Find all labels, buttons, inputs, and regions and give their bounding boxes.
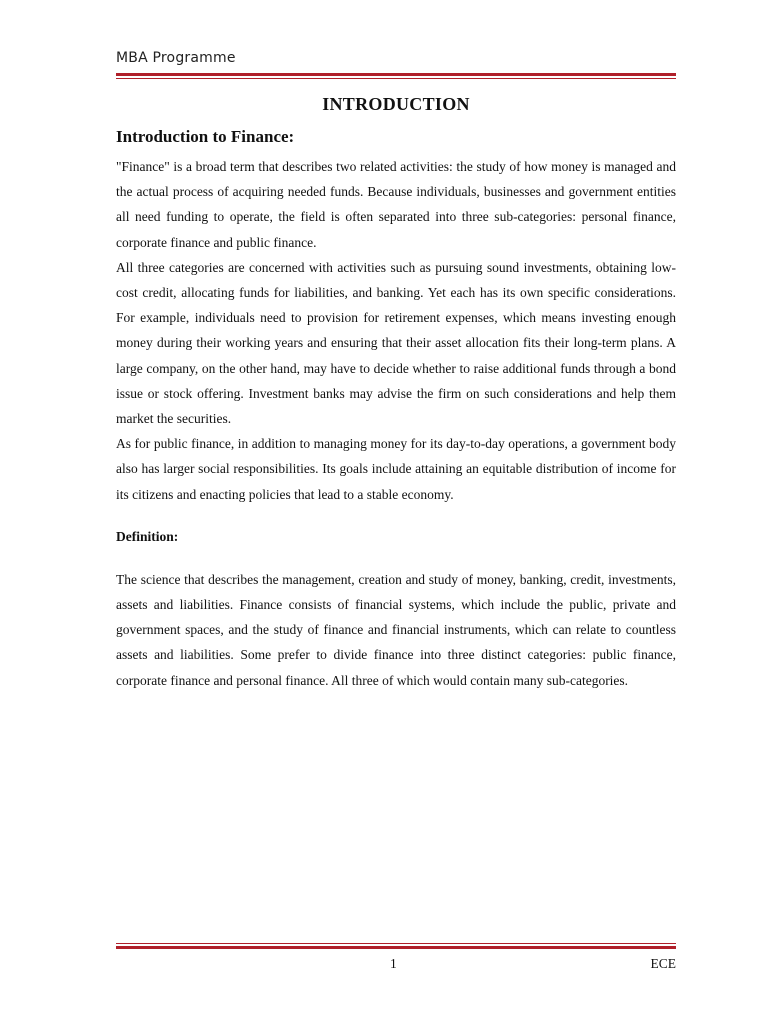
section-heading: Introduction to Finance: bbox=[116, 127, 295, 146]
paragraph-1: "Finance" is a broad term that describes two related activities: the study of how money is managed and the actual process of acquiring needed funds. Because individuals, businesses and government entities all need funding to operate, the field is often separated into three sub-categories: personal finance, corporate finance and public finance. bbox=[116, 159, 676, 250]
footer-rule-thin bbox=[116, 943, 676, 944]
header-title: MBA Programme bbox=[116, 50, 236, 66]
footer-rule-thick bbox=[116, 946, 676, 949]
header-rule-thin bbox=[116, 78, 676, 79]
paragraph-2: All three categories are concerned with activities such as pursuing sound investments, obtaining low-cost credit, allocating funds for liabilities, and banking. Yet each has its own specific considerations. For example, individuals need to provision for retirement expenses, which means investing enough money during their working years and ensuring that their asset allocation fits their long-term plans. A large company, on the other hand, may have to decide whether to raise additional funds through a bond issue or stock offering. Investment banks may advise the firm on such considerations and help them market the securities. bbox=[116, 259, 676, 427]
definition-heading: Definition: bbox=[116, 528, 179, 544]
definition-paragraph: The science that describes the management, creation and study of money, banking, credit, investments, assets and liabilities. Finance consists of financial systems, which include the public, private and government spaces, and the study of finance and financial instruments, which can relate to countless assets and liabilities. Some prefer to divide finance into three distinct categories: public finance, corporate finance and personal finance. All three of which would contain many sub-categories. bbox=[116, 571, 676, 688]
page-title: INTRODUCTION bbox=[322, 94, 470, 114]
document-body bbox=[116, 126, 676, 693]
footer-label: ECE bbox=[650, 956, 676, 971]
page-number: 1 bbox=[390, 956, 397, 971]
paragraph-3: As for public finance, in addition to managing money for its day-to-day operations, a government body also has larger social responsibilities. Its goals include attaining an equitable distribution of income for its citizens and enacting policies that lead to a stable economy. bbox=[116, 436, 676, 502]
header-rule-thick bbox=[116, 73, 676, 76]
